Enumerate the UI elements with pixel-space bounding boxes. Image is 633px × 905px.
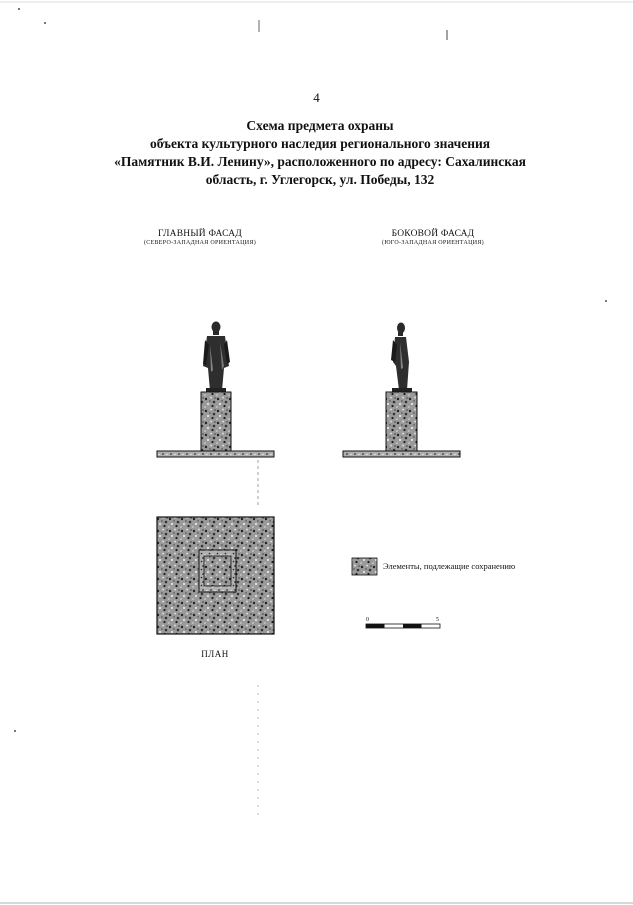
main-facade-orientation: (СЕВЕРО-ЗАПАДНАЯ ОРИЕНТАЦИЯ) — [143, 240, 257, 246]
scan-speck — [605, 300, 607, 302]
side-facade-orientation: (ЮГО-ЗАПАДНАЯ ОРИЕНТАЦИЯ) — [382, 240, 484, 246]
scale-start-label: 0 — [366, 617, 369, 623]
main-facade-title: ГЛАВНЫЙ ФАСАД — [158, 229, 242, 239]
main-facade-pedestal — [201, 392, 231, 451]
legend-swatch — [352, 558, 377, 575]
title-line-1: Схема предмета охраны — [246, 118, 394, 133]
title-line-4: область, г. Углегорск, ул. Победы, 132 — [205, 172, 435, 187]
scale-bar — [366, 624, 440, 628]
scan-speck — [14, 730, 16, 732]
title-line-2: объекта культурного наследия регионального значения — [149, 136, 491, 151]
side-facade-base-slab — [343, 451, 460, 457]
side-facade-pedestal — [386, 392, 417, 451]
side-facade-title: БОКОВОЙ ФАСАД — [391, 229, 475, 239]
side-facade-drawing — [343, 323, 460, 458]
side-facade-statue — [391, 323, 412, 393]
scan-speck — [44, 22, 46, 24]
title-line-3: «Памятник В.И. Ленину», расположенного по адресу: Сахалинская — [114, 154, 526, 169]
plan-statue-footprint — [204, 556, 231, 586]
plan-drawing — [157, 517, 274, 634]
page-number: 4 — [313, 90, 320, 105]
scale-end-label: 5 — [436, 617, 439, 623]
main-facade-drawing — [157, 322, 274, 506]
main-facade-statue — [203, 322, 230, 393]
scan-speck — [18, 8, 20, 10]
main-facade-base-slab — [157, 451, 274, 457]
plan-label: ПЛАН — [201, 649, 229, 659]
legend-label: Элементы, подлежащие сохранению — [383, 561, 516, 571]
